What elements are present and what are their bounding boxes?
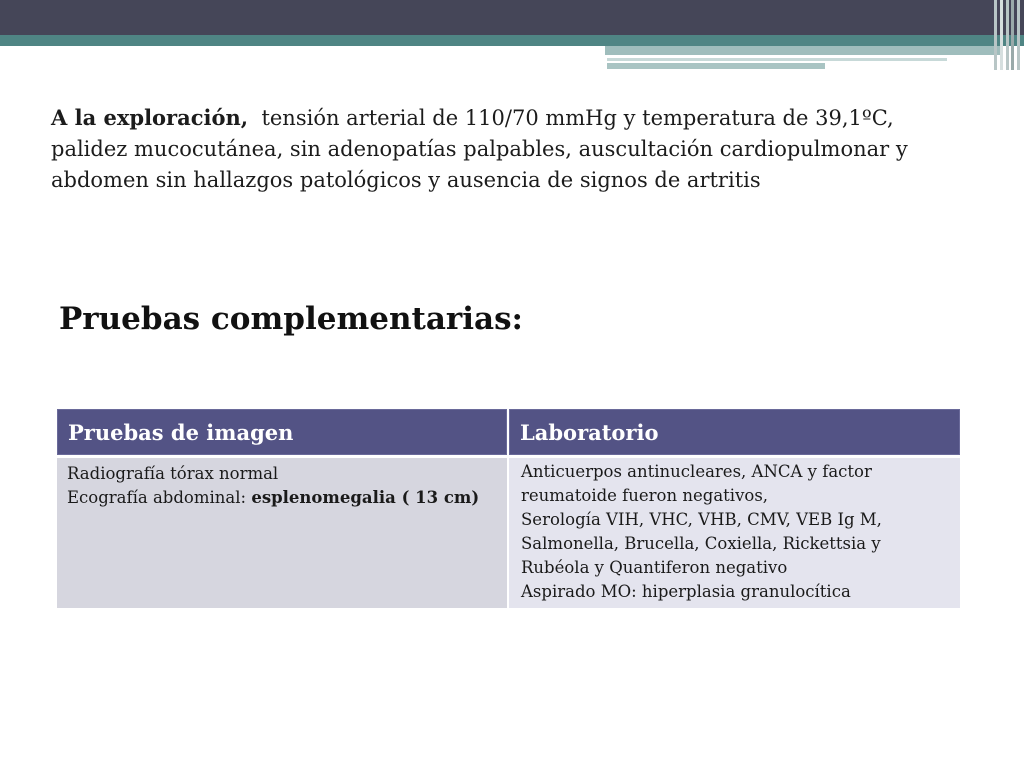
imagen-line-ecografia — [67, 486, 497, 510]
exploration-text: tensión arterial de 110/70 mmHg y temperatura de 39,1ºC, palidez mucocutánea, sin adenopatías palpables, auscultación cardiopulmonar y abdomen sin hallazgos patológicos y ausencia de signos de artritis — [51, 106, 908, 192]
header-gap — [0, 46, 605, 50]
table-cell-laboratorio — [509, 458, 960, 608]
imagen-ecografia-finding: esplenomegalia ( 13 cm) — [251, 488, 480, 507]
table-header-laboratorio: Laboratorio — [509, 409, 960, 455]
lab-line-anticuerpos: Anticuerpos antinucleares, ANCA y factor reumatoide fueron negativos, — [521, 462, 872, 505]
imagen-ecografia-prefix: Ecografía abdominal: — [67, 488, 252, 507]
table-cell-imagen — [57, 458, 507, 608]
header-teal-band — [0, 35, 1024, 46]
imagen-line-radiografia: Radiografía tórax normal — [67, 464, 279, 483]
lab-line-serologia: Serología VIH, VHC, VHB, CMV, VEB Ig M, Salmonella, Brucella, Coxiella, Rickettsia y Rubéola y Quantiferon negativo — [521, 510, 882, 577]
exploration-lead: A la exploración, — [51, 105, 249, 130]
header-vertical-stripes — [994, 0, 1020, 70]
header-dark-band — [0, 0, 1024, 35]
exploration-paragraph — [51, 102, 931, 196]
table-column-imagen — [57, 409, 507, 608]
header-thin-line — [607, 58, 947, 61]
section-title: Pruebas complementarias: — [59, 301, 524, 337]
lab-line-aspirado: Aspirado MO: hiperplasia granulocítica — [521, 582, 851, 601]
header-accent-line — [607, 63, 825, 69]
table-column-laboratorio — [509, 409, 960, 608]
table-header-imagen: Pruebas de imagen — [57, 409, 507, 455]
header-light-band — [605, 46, 1001, 55]
